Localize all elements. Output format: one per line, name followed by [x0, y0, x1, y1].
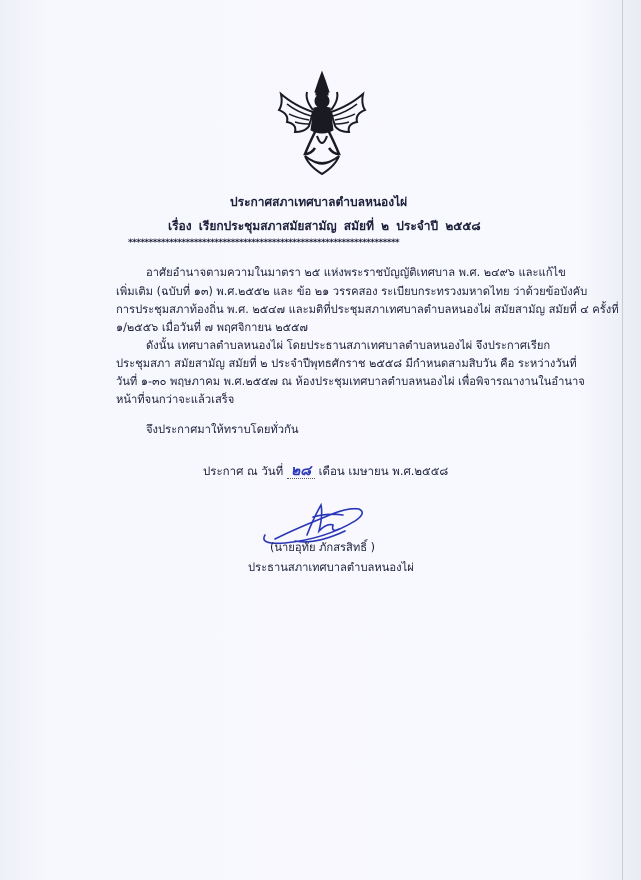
- paragraph-line: วันที่ ๑-๓๐ พฤษภาคม พ.ศ.๒๕๕๗ ณ ห้องประชุมเทศบาลตำบลหนองไผ่ เพื่อพิจารณางานในอำนาจ: [116, 375, 585, 388]
- paragraph-line: เพิ่มเติม (ฉบับที่ ๑๓) พ.ศ.๒๕๕๒ และ ข้อ ๒๑ วรรคสอง ระเบียบกระทรวงมหาดไทย ว่าด้วยข้อบังคับ: [116, 285, 588, 298]
- closing-statement: จึงประกาศมาให้ทราบโดยทั่วกัน: [146, 423, 299, 436]
- paragraph-line: อาศัยอำนาจตามความในมาตรา ๒๕ แห่งพระราชบัญญัติเทศบาล พ.ศ. ๒๔๙๖ และแก้ไข: [146, 266, 566, 279]
- paragraph-line: ดังนั้น เทศบาลตำบลหนองไผ่ โดยประธานสภาเทศบาลตำบลหนองไผ่ จึงประกาศเรียก: [146, 339, 551, 352]
- signer-position: ประธานสภาเทศบาลตำบลหนองไผ่: [248, 561, 414, 574]
- paragraph-line: ประชุมสภา สมัยสามัญ สมัยที่ ๒ ประจำปีพุทธศักราช ๒๕๕๘ มีกำหนดสามสิบวัน คือ ระหว่างวันที่: [116, 357, 577, 370]
- page-edge: [622, 0, 623, 880]
- paragraph-line: หน้าที่จนกว่าจะแล้วเสร็จ: [116, 393, 235, 406]
- paragraph-line: การประชุมสภาท้องถิ่น พ.ศ. ๒๕๔๗ และมติที่ประชุมสภาเทศบาลตำบลหนองไผ่ สมัยสามัญ สมัยที่ ๔ ครั้งที่: [116, 303, 619, 316]
- signer-name: (นายอุทัย ภักสรสิทธิ์ ): [270, 541, 375, 554]
- date-day-handwritten: ๒๘: [287, 464, 315, 479]
- document-title: ประกาศสภาเทศบาลตำบลหนองไผ่: [230, 195, 408, 209]
- paragraph-line: ๑/๒๕๕๖ เมื่อวันที่ ๗ พฤศจิกายน ๒๕๕๗: [116, 321, 308, 334]
- date-prefix: ประกาศ ณ วันที่: [203, 464, 284, 478]
- announcement-date: [203, 464, 448, 479]
- garuda-emblem-icon: [275, 70, 370, 180]
- document-subject: เรื่อง เรียกประชุมสภาสมัยสามัญ สมัยที่ ๒ ประจำปี ๒๕๕๘: [168, 219, 481, 233]
- date-suffix: เดือน เมษายน พ.ศ.๒๕๕๘: [318, 464, 449, 478]
- separator-line: ******************************************************************: [128, 238, 400, 248]
